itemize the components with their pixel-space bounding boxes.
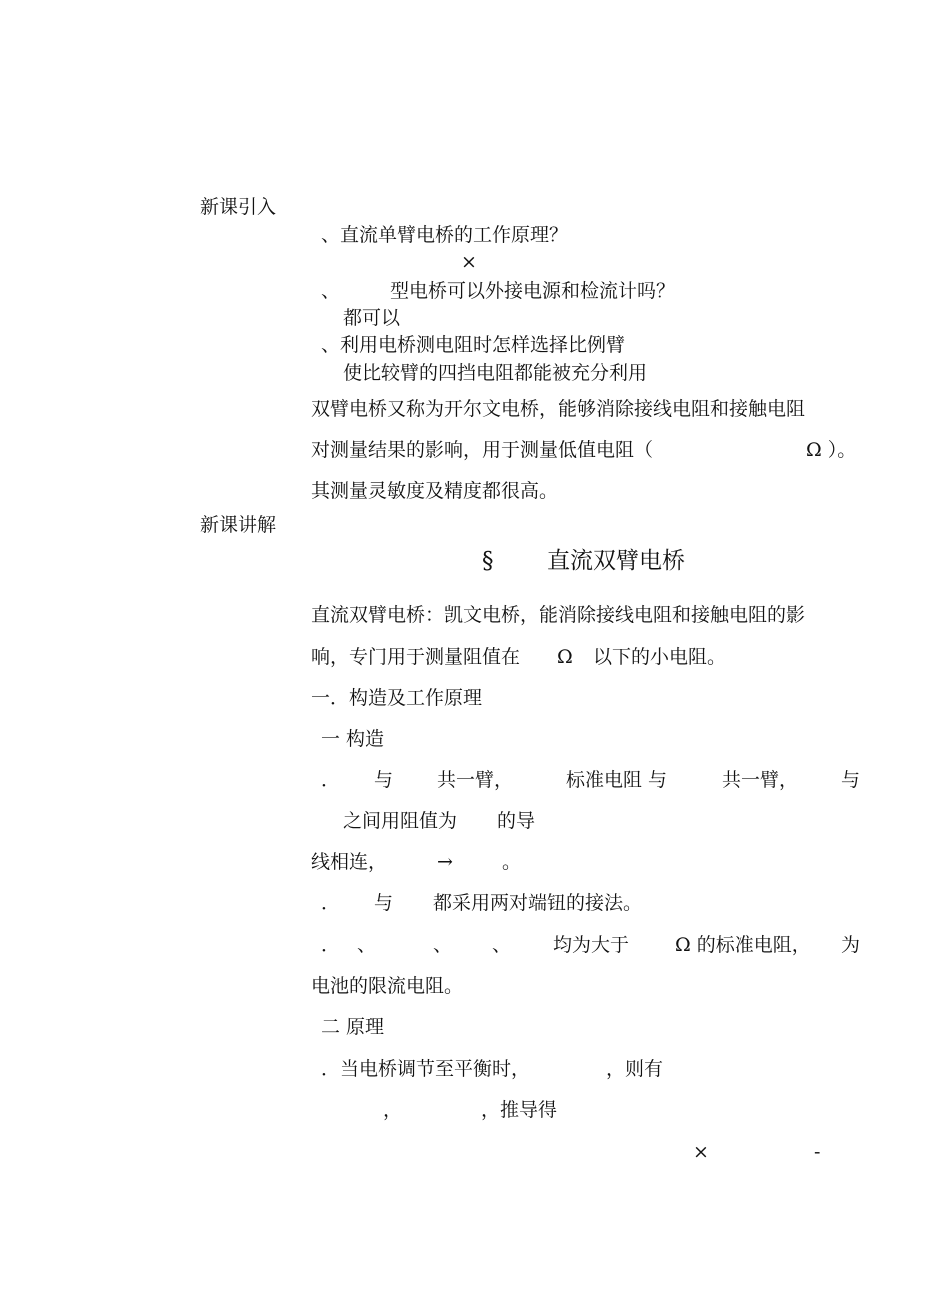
subsection-structure: 一 构造 bbox=[321, 728, 385, 750]
formula-times-symbol: × bbox=[693, 1141, 709, 1163]
formula-minus-symbol: - bbox=[814, 1141, 821, 1163]
item-3-comma-3: 、 bbox=[492, 934, 512, 956]
item-4-b: ，则有 bbox=[606, 1058, 664, 1080]
section-symbol: § bbox=[482, 548, 494, 574]
item-3-line-2: 电池的限流电阻。 bbox=[311, 975, 464, 997]
arrow-symbol: → bbox=[437, 851, 453, 873]
item-3-dot: ． bbox=[321, 934, 341, 956]
question-1: 、直流单臂电桥的工作原理？ bbox=[321, 224, 569, 246]
question-3: 、利用电桥测电阻时怎样选择比例臂 bbox=[321, 334, 626, 356]
subsection-principle: 二 原理 bbox=[321, 1016, 385, 1038]
item-1-line-2a: 之间用阻值为 bbox=[343, 810, 458, 832]
question-2-prefix: 、 bbox=[321, 280, 341, 302]
definition-line-2a: 响，专门用于测量阻值在 bbox=[311, 646, 521, 668]
part-1-title: 一．构造及工作原理 bbox=[311, 687, 483, 709]
definition-line-2c: 以下的小电阻。 bbox=[593, 646, 727, 668]
lecture-heading: 新课讲解 bbox=[200, 514, 277, 536]
answer-2: 都可以 bbox=[343, 307, 401, 329]
intro-paragraph-line-1: 双臂电桥又称为开尔文电桥，能够消除接线电阻和接触电阻 bbox=[311, 398, 806, 420]
question-2: 型电桥可以外接电源和检流计吗？ bbox=[390, 280, 676, 302]
item-3-comma-1: 、 bbox=[357, 934, 377, 956]
definition-line-2b: Ω bbox=[557, 646, 573, 668]
item-4-line-2b: ，推导得 bbox=[481, 1099, 558, 1121]
item-2-a: 与 bbox=[374, 892, 394, 914]
item-3-a: 均为大于 bbox=[553, 934, 630, 956]
times-symbol: × bbox=[461, 251, 477, 273]
item-2-dot: ． bbox=[321, 892, 341, 914]
item-1-d: 共一臂， bbox=[722, 769, 799, 791]
item-3-b: Ω 的标准电阻， bbox=[675, 934, 811, 956]
item-4-line-2a: ， bbox=[383, 1099, 403, 1121]
answer-3: 使比较臂的四挡电阻都能被充分利用 bbox=[343, 362, 648, 384]
item-1-a: 与 bbox=[374, 769, 394, 791]
item-1-line-3a: 线相连， bbox=[311, 851, 388, 873]
item-1-c: 标准电阻 与 bbox=[566, 769, 668, 791]
item-1-b: 共一臂， bbox=[437, 769, 514, 791]
intro-heading: 新课引入 bbox=[200, 196, 277, 218]
section-title: 直流双臂电桥 bbox=[547, 548, 685, 574]
item-3-c: 为 bbox=[841, 934, 861, 956]
item-4-a: ．当电桥调节至平衡时， bbox=[321, 1058, 531, 1080]
intro-paragraph-line-2b: Ω ）。 bbox=[806, 439, 857, 461]
item-2-b: 都采用两对端钮的接法。 bbox=[433, 892, 643, 914]
item-1-dot: ． bbox=[321, 769, 341, 791]
item-1-line-3-end: 。 bbox=[502, 851, 522, 873]
definition-line-1: 直流双臂电桥：凯文电桥，能消除接线电阻和接触电阻的影 bbox=[311, 604, 806, 626]
intro-paragraph-line-2a: 对测量结果的影响，用于测量低值电阻（ bbox=[311, 439, 654, 461]
item-1-e: 与 bbox=[841, 769, 861, 791]
item-1-line-2b: 的导 bbox=[497, 810, 536, 832]
item-3-comma-2: 、 bbox=[433, 934, 453, 956]
intro-paragraph-line-3: 其测量灵敏度及精度都很高。 bbox=[311, 480, 559, 502]
